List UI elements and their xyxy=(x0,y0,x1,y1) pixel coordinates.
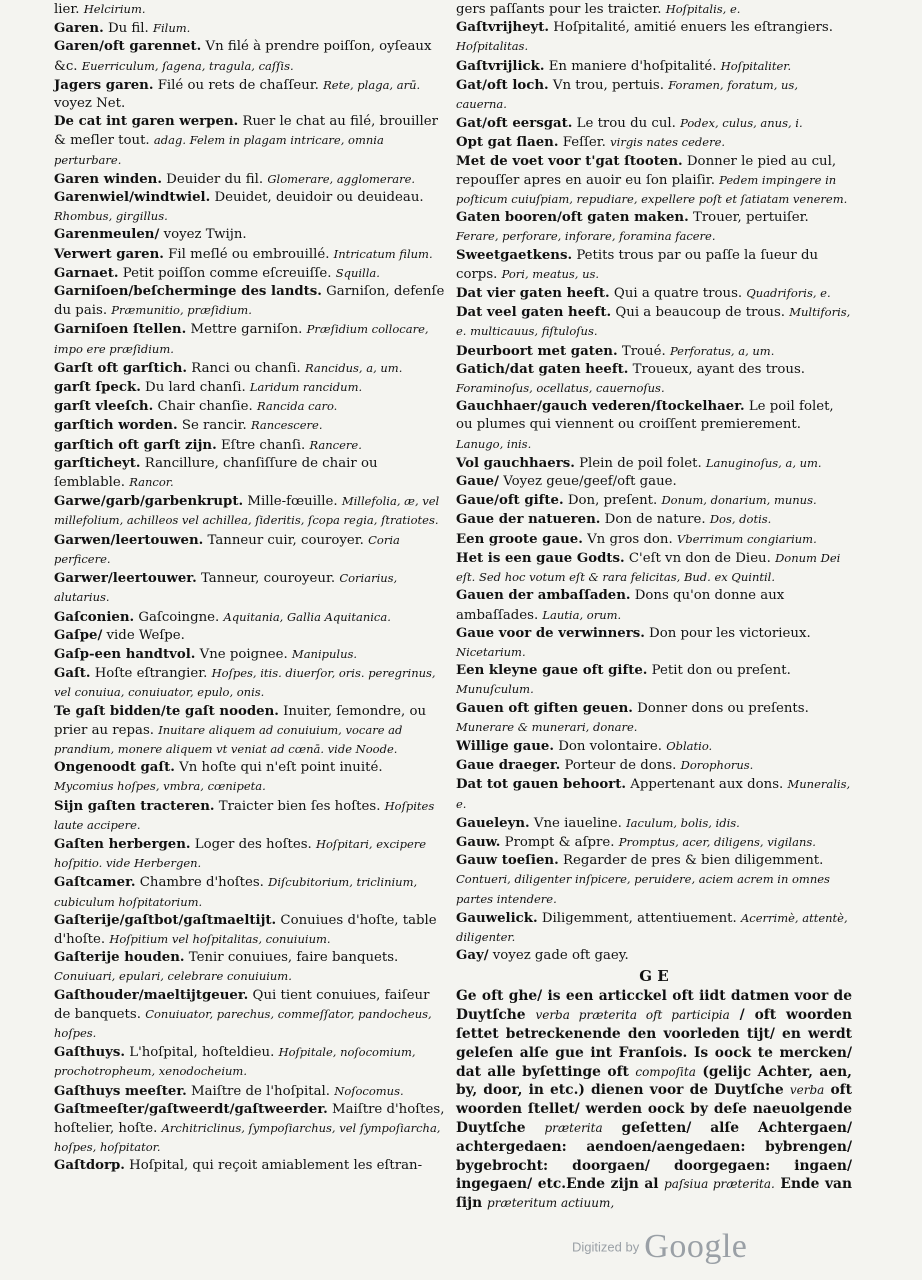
google-watermark xyxy=(572,1228,747,1266)
entry-latin: Hoſpitalitas. xyxy=(456,39,529,54)
entry-latin: Coriarius, alutarius. xyxy=(54,571,398,605)
entry-headword: Gaſp-een handtvol. xyxy=(54,646,196,662)
section-latin: verba xyxy=(789,1083,825,1098)
entry-latin: Iaculum, bolis, idis. xyxy=(626,815,740,830)
entry-latin: Architriclinus, ſympoſiarchus, vel ſympoſiarcha, hoſpes, hoſpitator. xyxy=(54,1120,441,1155)
dictionary-entry xyxy=(456,852,852,909)
entry-headword: Gaſterije/gaſtbot/gaſtmaeltijt. xyxy=(54,912,277,928)
entry-french: Vn filé à prendre poiſſon, oyſeaux &c. xyxy=(54,39,432,74)
section-dutch: Ge oft ghe/ is een articckel oft iidt datmen voor de Duytſche xyxy=(456,988,852,1024)
dictionary-entry xyxy=(54,416,446,435)
entry-headword: Gaſtvrijheyt. xyxy=(456,20,550,36)
section-dutch: geſetten/ alſe Achtergaen/ achtergedaen: aendoen/aengedaen: bybrengen/ bygebrocht: doorgaen/ doorgegaen: ingaen/ ingegaen/ etc. xyxy=(456,1119,852,1193)
dictionary-entry xyxy=(54,987,446,1044)
dictionary-entry xyxy=(456,0,852,19)
dictionary-entry xyxy=(456,530,852,549)
entry-headword: Gauw toeſien. xyxy=(456,853,559,869)
dictionary-entry xyxy=(54,264,446,283)
entry-french: Plein de poil folet. xyxy=(574,455,706,471)
section-dutch: (gelijc Achter, aen, by, door, in etc.) dienen voor de Duytſche xyxy=(456,1063,852,1099)
section-latin: verba præterita oft participia xyxy=(535,1008,730,1023)
entry-french: Deuidet, deuidoir ou deuideau. xyxy=(210,190,424,206)
entry-latin: Aquitania, Gallia Aquitanica. xyxy=(223,609,391,624)
entry-headword: Vol gauchhaers. xyxy=(456,455,575,471)
section-latin: præteritum actiuum, xyxy=(487,1196,615,1211)
section-latin: compoſita xyxy=(635,1064,696,1079)
entry-headword: Jagers garen. xyxy=(54,77,154,93)
dictionary-entry xyxy=(456,114,852,133)
dictionary-entry xyxy=(456,454,852,473)
entry-latin: Perforatus, a, um. xyxy=(669,343,775,358)
dictionary-entry xyxy=(456,342,852,361)
entry-headword: garſt vleeſch. xyxy=(54,399,154,415)
entry-headword: Gay/ xyxy=(456,948,489,964)
entry-headword: Opt gat ſlaen. xyxy=(456,135,559,151)
entry-french: Du fil. xyxy=(103,21,153,37)
dictionary-entry xyxy=(54,38,446,75)
dictionary-entry xyxy=(456,209,852,246)
dictionary-entry xyxy=(54,397,446,416)
entry-headword: Garwe/garb/garbenkrupt. xyxy=(54,494,244,510)
entry-headword: Gauchhaer/gauch vederen/ſtockelhaer. xyxy=(456,399,745,415)
dictionary-entry xyxy=(456,587,852,624)
dictionary-entry xyxy=(54,226,446,244)
left-column xyxy=(54,0,446,1176)
entry-french: lier. xyxy=(54,2,84,17)
entry-headword: Het is een gaue Godts. xyxy=(456,550,625,566)
entry-french: Appertenant aux dons. xyxy=(625,777,788,793)
entry-french: L'hoſpital, hoſteldieu. xyxy=(125,1045,279,1061)
entry-french: Inuiter, ſemondre, ou prier au repas. xyxy=(54,703,427,738)
entry-headword: Gaue draeger. xyxy=(456,758,561,774)
entry-latin: Multiforis, e. multicauus, fiſtuloſus. xyxy=(456,305,851,339)
entry-french: Ruer le chat au filé, brouiller & meſler tout. xyxy=(54,114,438,149)
entry-french: Vn hoſte qui n'eſt point inuité. xyxy=(174,760,383,776)
entry-headword: Gaſconien. xyxy=(54,609,135,625)
entry-french: Mettre garniſon. xyxy=(186,322,307,338)
entry-french: Chambre d'hoſtes. xyxy=(135,875,269,891)
entry-headword: Garwer/leertouwer. xyxy=(54,571,197,587)
entry-french: Vn trou, pertuis. xyxy=(548,77,669,93)
entry-latin: adag. Felem in plagam intricare, omnia perturbare. xyxy=(54,133,384,167)
dictionary-entry xyxy=(54,569,446,607)
entry-french: Petit poiſſon comme eſcreuiſſe. xyxy=(118,265,336,281)
entry-latin: Lanuginoſus, a, um. xyxy=(705,455,822,470)
entry-headword: Gaue der natueren. xyxy=(456,512,601,528)
entry-latin: Podex, culus, anus, i. xyxy=(680,116,803,131)
entry-latin: Rancescere. xyxy=(250,418,323,433)
entry-french: Vn gros don. xyxy=(582,531,677,547)
dictionary-entry xyxy=(456,361,852,398)
entry-headword: Gaue voor de verwinners. xyxy=(456,625,645,641)
entry-headword: Garniſoen ſtellen. xyxy=(54,322,187,338)
dictionary-entry xyxy=(54,283,446,320)
entry-french: Du lard chanſi. xyxy=(140,380,250,396)
dictionary-entry xyxy=(456,303,852,341)
entry-latin: Contueri, diligenter inſpicere, peruidere, aciem acrem in omnes partes intendere. xyxy=(456,872,830,906)
entry-french: Filé ou rets de chaſſeur. xyxy=(153,77,324,93)
entry-headword: Dat vier gaten heeft. xyxy=(456,286,610,302)
dictionary-entry xyxy=(456,947,852,965)
entry-latin: Promptus, acer, diligens, vigilans. xyxy=(618,834,816,849)
entry-french: Vne poignee. xyxy=(195,646,292,662)
dictionary-entry xyxy=(54,664,446,702)
entry-headword: Te gaſt bidden/te gaſt nooden. xyxy=(54,703,279,719)
dictionary-entry xyxy=(54,113,446,170)
entry-headword: Met de voet voor t'gat ſtooten. xyxy=(456,153,683,169)
entry-french: Don volontaire. xyxy=(553,738,667,754)
dictionary-entry xyxy=(54,1043,446,1081)
entry-latin: Hoſpitari, excipere hoſpitio. vide Herbergen. xyxy=(54,836,427,871)
entry-french: Fil meſlé ou embrouillé. xyxy=(163,246,334,262)
entry-french: Petit don ou preſent. xyxy=(647,663,791,679)
dictionary-entry xyxy=(456,737,852,756)
entry-french: Regarder de pres & bien diligemment. xyxy=(558,853,824,869)
entry-french: Hoſpital, qui reçoit amiablement les eſtran- xyxy=(124,1158,423,1174)
entry-french: Donner dons ou preſents. xyxy=(632,700,809,716)
section-heading: G E xyxy=(639,967,669,986)
entry-headword: Gauen oft giften geuen. xyxy=(456,700,633,716)
entry-latin: Oblatio. xyxy=(666,738,713,753)
entry-latin: Filum. xyxy=(153,21,191,36)
dictionary-entry xyxy=(456,756,852,775)
entry-french: Qui a beaucoup de trous. xyxy=(611,305,790,321)
entry-latin: Hoſpes, itis. diuerſor, oris. peregrinus, vel conuiua, conuiuator, epulo, onis. xyxy=(54,666,436,700)
entry-headword: Gaue/oft gifte. xyxy=(456,493,564,509)
dictionary-entry xyxy=(54,19,446,38)
dictionary-entry xyxy=(54,1082,446,1101)
entry-french: Le trou du cul. xyxy=(572,116,681,132)
entry-french: Don pour les victorieux. xyxy=(644,625,811,641)
entry-french: Don, preſent. xyxy=(563,493,662,509)
right-entries xyxy=(456,0,852,965)
dictionary-entry xyxy=(456,549,852,587)
entry-french: Tenir conuiues, faire banquets. xyxy=(184,950,399,966)
entry-headword: Ongenoodt gaſt. xyxy=(54,760,175,776)
entry-french: gers paſſants pour les traicter. xyxy=(456,2,666,17)
entry-latin: Diſcubitorium, triclinium, cubiculum hoſpitatorium. xyxy=(54,875,418,909)
entry-headword: De cat int garen werpen. xyxy=(54,114,239,130)
entry-french: voyez gade oft gaey. xyxy=(488,948,629,964)
dictionary-entry xyxy=(54,245,446,264)
entry-headword: Dat tot gauen behoort. xyxy=(456,777,626,793)
entry-headword: Gat/oft loch. xyxy=(456,77,549,93)
entry-latin: Dos, dotis. xyxy=(709,512,772,527)
entry-french: Vne iaueline. xyxy=(529,815,627,831)
entry-french: Traicter bien ſes hoſtes. xyxy=(214,798,385,814)
dictionary-entry xyxy=(456,491,852,510)
entry-latin: Nicetarium. xyxy=(456,644,526,659)
dictionary-entry xyxy=(54,436,446,455)
dictionary-entry xyxy=(54,608,446,627)
entry-latin: Hoſpitium vel hoſpitalitas, conuiuium. xyxy=(109,931,331,946)
entry-latin: Laridum rancidum. xyxy=(249,380,363,395)
entry-latin: Conuiuator, parechus, commeſſator, pandocheus, hoſpes. xyxy=(54,1006,432,1040)
dictionary-entry xyxy=(54,759,446,796)
entry-latin: Coria perficere. xyxy=(54,532,400,566)
entry-headword: Gaſt. xyxy=(54,666,91,682)
dictionary-entry xyxy=(456,625,852,662)
dictionary-entry xyxy=(54,627,446,645)
entry-headword: Gauw. xyxy=(456,834,501,850)
entry-french: Don de nature. xyxy=(600,512,710,528)
entry-headword: Sijn gaſten tracteren. xyxy=(54,798,215,814)
entry-headword: Gaſterije houden. xyxy=(54,950,185,966)
entry-french: Rancillure, chanſiſſure de chair ou ſemblable. xyxy=(54,455,378,491)
section-text xyxy=(456,987,852,1213)
entry-headword: Willige gaue. xyxy=(456,738,554,754)
right-column xyxy=(456,0,852,1213)
entry-french: Trouer, pertuiſer. xyxy=(688,210,809,226)
dictionary-entry xyxy=(456,284,852,303)
entry-latin: Donum, donarium, munus. xyxy=(661,493,817,508)
entry-headword: Gaſtvrijlick. xyxy=(456,58,545,74)
entry-headword: Gaſpe/ xyxy=(54,627,103,643)
section-latin: paſsiua præterita. xyxy=(664,1177,775,1192)
entry-headword: Dat veel gaten heeft. xyxy=(456,305,612,321)
dictionary-entry xyxy=(456,76,852,114)
entry-latin: Mycomius hoſpes, vmbra, cœnipeta. xyxy=(54,779,266,794)
dictionary-entry xyxy=(54,1101,446,1158)
entry-latin: Manipulus. xyxy=(291,646,358,661)
entry-latin: Præſidium collocare, impo ere præſidium. xyxy=(54,322,429,356)
entry-french: vide Weſpe. xyxy=(102,627,185,643)
entry-headword: Een groote gaue. xyxy=(456,531,583,547)
entry-latin: Munuſculum. xyxy=(456,682,534,697)
dictionary-entry xyxy=(54,1157,446,1175)
entry-latin: Inuitare aliquem ad conuiuium, vocare ad prandium, monere aliquem vt veniat ad cœnā. vide Noode. xyxy=(54,722,403,756)
entry-headword: Gaſtcamer. xyxy=(54,875,136,891)
entry-headword: Gaueleyn. xyxy=(456,815,530,831)
entry-latin: Rete, plaga, arū. xyxy=(323,77,421,92)
dictionary-entry xyxy=(456,510,852,529)
entry-french: Porteur de dons. xyxy=(560,758,681,774)
entry-latin: Vberrimum congiarium. xyxy=(676,531,817,546)
section-latin: præterita xyxy=(544,1120,603,1135)
dictionary-entry xyxy=(54,531,446,569)
entry-french: Hoſte eſtrangier. xyxy=(90,666,212,682)
dictionary-entry xyxy=(54,703,446,760)
entry-french: Se rancir. xyxy=(177,418,251,434)
entry-latin: Rancidus, a, um. xyxy=(304,360,403,375)
entry-french: Maiſtre d'hoſtes, hoſtelier, hoſte. xyxy=(54,1101,445,1136)
entry-latin: Intricatum filum. xyxy=(333,246,433,261)
dictionary-entry xyxy=(456,909,852,947)
entry-french: Mille-fœuille. xyxy=(243,494,342,510)
entry-latin: Muneralis, e. xyxy=(456,777,851,811)
entry-latin: Hoſpitale, noſocomium, prochotropheum, xenodocheium. xyxy=(54,1045,416,1079)
dictionary-entry xyxy=(54,912,446,949)
entry-french: Feſſer. xyxy=(558,135,611,151)
entry-french: Voyez geue/geef/oft gaue. xyxy=(498,474,677,490)
entry-headword: Gaſthouder/maeltijtgeuer. xyxy=(54,987,249,1003)
dictionary-entry xyxy=(456,775,852,813)
entry-headword: Gaſthuys. xyxy=(54,1045,126,1061)
dictionary-entry xyxy=(456,57,852,76)
entry-french: Troueux, ayant des trous. xyxy=(628,361,806,377)
entry-latin: Ferare, perforare, inforare, foramina facere. xyxy=(456,229,716,244)
entry-headword: Gaten booren/oft gaten maken. xyxy=(456,210,689,226)
entry-french: Qui tient conuiues, faiſeur de banquets. xyxy=(54,987,430,1022)
dictionary-entry xyxy=(54,95,446,113)
entry-headword: Gaue/ xyxy=(456,474,499,490)
dictionary-entry xyxy=(456,398,852,454)
entry-french: Deuider du fil. xyxy=(161,171,268,187)
entry-french: Le poil folet, ou plumes qui viennent ou croiſſent premierement. xyxy=(456,399,834,433)
dictionary-entry xyxy=(54,797,446,835)
entry-french: Maiſtre de l'hoſpital. xyxy=(186,1083,335,1099)
entry-latin: Rancor. xyxy=(129,475,174,490)
dictionary-entry xyxy=(54,320,446,358)
entry-french: Diligemment, attentiuement. xyxy=(537,910,741,926)
dictionary-entry xyxy=(54,645,446,664)
dictionary-entry xyxy=(456,153,852,210)
entry-headword: Garnaet. xyxy=(54,265,119,281)
entry-headword: Garen winden. xyxy=(54,171,162,187)
section-dutch: oft woorden ſtellet/ werden oock by deſe naeuolgende Duytſche xyxy=(456,1082,852,1136)
entry-headword: Garwen/leertouwen. xyxy=(54,532,204,548)
entry-headword: Gaſten herbergen. xyxy=(54,836,191,852)
dictionary-entry xyxy=(54,873,446,911)
entry-headword: garſt ſpeck. xyxy=(54,380,141,396)
dictionary-entry xyxy=(54,378,446,397)
entry-french: voyez Twijn. xyxy=(159,227,247,243)
entry-french: En maniere d'hoſpitalité. xyxy=(544,58,721,74)
entry-latin: Noſocomus. xyxy=(334,1083,404,1098)
section-dutch: Ende zijn al xyxy=(566,1176,665,1193)
dictionary-entry xyxy=(456,473,852,491)
entry-latin: Rhombus, girgillus. xyxy=(54,209,168,224)
entry-french: Petits trous par ou paſſe la ſueur du corps. xyxy=(456,247,819,282)
entry-latin: Hoſpitaliter. xyxy=(720,58,792,73)
dictionary-entry xyxy=(54,76,446,95)
entry-headword: Garenmeulen/ xyxy=(54,227,160,243)
entry-headword: garſtich oft garſt zijn. xyxy=(54,437,217,453)
watermark-prefix: Digitized by xyxy=(572,1239,640,1255)
entry-french: Chair chanſie. xyxy=(153,399,257,415)
entry-headword: Garenwiel/windtwiel. xyxy=(54,190,211,206)
entry-headword: Verwert garen. xyxy=(54,246,164,262)
entry-french: Eſtre chanſi. xyxy=(216,437,310,453)
entry-latin: Lautia, orum. xyxy=(542,607,622,622)
entry-headword: Garſt oft garſtich. xyxy=(54,360,188,376)
entry-headword: Gat/oft eersgat. xyxy=(456,116,573,132)
entry-french: voyez Net. xyxy=(54,96,126,112)
entry-french: Prompt & aſpre. xyxy=(500,834,619,850)
entry-headword: Garen. xyxy=(54,21,104,37)
entry-headword: garſtich worden. xyxy=(54,418,178,434)
entry-french: Hoſpitalité, amitié enuers les eſtrangiers. xyxy=(549,20,833,36)
entry-latin: Foraminoſus, ocellatus, cauernoſus. xyxy=(456,381,665,396)
dictionary-entry xyxy=(456,833,852,852)
entry-latin: Hoſpitalis, e. xyxy=(665,2,741,16)
entry-latin: Glomerare, agglomerare. xyxy=(267,171,416,186)
dictionary-entry xyxy=(54,359,446,378)
dictionary-entry xyxy=(54,492,446,530)
dictionary-entry xyxy=(456,133,852,152)
entry-headword: Garniſoen/beſcherminge des landts. xyxy=(54,284,322,300)
entry-headword: Gaſtdorp. xyxy=(54,1158,125,1174)
entry-french: Conuiues d'hoſte, table d'hoſte. xyxy=(54,912,437,947)
entry-latin: Millefolia, æ, vel millefolium, achilleos vel achillea, ſideritis, ſcopa regia, ſtratiotes. xyxy=(54,494,440,528)
watermark-brand: Google xyxy=(644,1228,748,1265)
dictionary-entry xyxy=(54,0,446,19)
entry-latin: Euerriculum, ſagena, tragula, caſſis. xyxy=(81,58,294,73)
dictionary-entry xyxy=(456,662,852,699)
dictionary-entry xyxy=(456,247,852,284)
entry-latin: Pedem impingere in poſticum cuiuſpiam, repudiare, expellere poſt et ſatiatam venerem. xyxy=(456,172,848,207)
entry-headword: Een kleyne gaue oft gifte. xyxy=(456,663,648,679)
entry-french: Gaſcoingne. xyxy=(134,609,224,625)
entry-french: Tanneur, couroyeur. xyxy=(196,571,340,587)
entry-latin: virgis nates cedere. xyxy=(610,135,726,150)
dictionary-entry xyxy=(456,700,852,737)
entry-french: Troué. xyxy=(617,343,670,359)
entry-latin: Rancere. xyxy=(309,437,362,452)
entry-french: Loger des hoſtes. xyxy=(190,836,316,852)
entry-latin: Præmunitio, præſidium. xyxy=(111,303,252,318)
dictionary-entry xyxy=(456,19,852,56)
entry-french: C'eſt vn don de Dieu. xyxy=(624,550,776,566)
entry-headword: Sweetgaetkens. xyxy=(456,247,573,263)
entry-headword: Deurboort met gaten. xyxy=(456,343,618,359)
dictionary-entry xyxy=(54,189,446,226)
entry-headword: Gauwelick. xyxy=(456,910,538,926)
dictionary-entry xyxy=(54,455,446,492)
entry-french: Dons qu'on donne aux ambaſſades. xyxy=(456,588,785,623)
entry-french: Ranci ou chanſi. xyxy=(187,360,305,376)
entry-headword: Garen/oft garennet. xyxy=(54,39,202,55)
dictionary-entry xyxy=(54,949,446,986)
entry-latin: Rancida caro. xyxy=(256,399,338,414)
entry-latin: Acerrimè, attentè, diligenter. xyxy=(456,910,848,944)
entry-latin: Hoſpites laute accipere. xyxy=(54,798,435,832)
dictionary-entry xyxy=(54,835,446,873)
entry-latin: Foramen, foratum, us, cauerna. xyxy=(456,77,798,112)
entry-latin: Munerare & munerari, donare. xyxy=(456,719,638,734)
entry-headword: Gaſtmeeſter/gaſtweerdt/gaſtweerder. xyxy=(54,1101,328,1117)
entry-headword: Gatich/dat gaten heeft. xyxy=(456,361,629,377)
entry-latin: Squilla. xyxy=(335,265,380,280)
entry-headword: Gauen der ambaſſaden. xyxy=(456,588,631,604)
entry-latin: Helcirium. xyxy=(83,2,146,16)
section-dutch: Ende van ſijn xyxy=(456,1176,852,1212)
dictionary-entry xyxy=(456,814,852,833)
entry-latin: Quadriforis, e. xyxy=(746,286,831,301)
entry-latin: Dorophorus. xyxy=(680,758,754,773)
entry-french: Donner le pied au cul, repouſſer apres en auoir eu ſon plaiſir. xyxy=(456,153,837,188)
dictionary-entry xyxy=(54,170,446,189)
entry-latin: Conuiuari, epulari, celebrare conuiuium. xyxy=(54,969,292,984)
entry-french: Tanneur cuir, couroyer. xyxy=(203,532,369,548)
entry-french: Garniſon, defenſe du pais. xyxy=(54,284,445,319)
entry-latin: Pori, meatus, us. xyxy=(501,266,600,281)
entry-headword: Gaſthuys meeſter. xyxy=(54,1083,187,1099)
entry-latin: Donum Dei eſt. Sed hoc votum eſt & rara felicitas, Bud. ex Quintil. xyxy=(456,550,841,585)
entry-latin: Lanugo, inis. xyxy=(456,436,532,451)
entry-headword: garſticheyt. xyxy=(54,455,141,471)
section-dutch: / oft woorden ſettet betreckenende den voorleden tijt/ en werdt geleſen alſe gue int Franſois. Is oock te mercken/ dat alle byſettinge oft xyxy=(456,1007,852,1080)
entry-french: Qui a quatre trous. xyxy=(609,286,747,302)
